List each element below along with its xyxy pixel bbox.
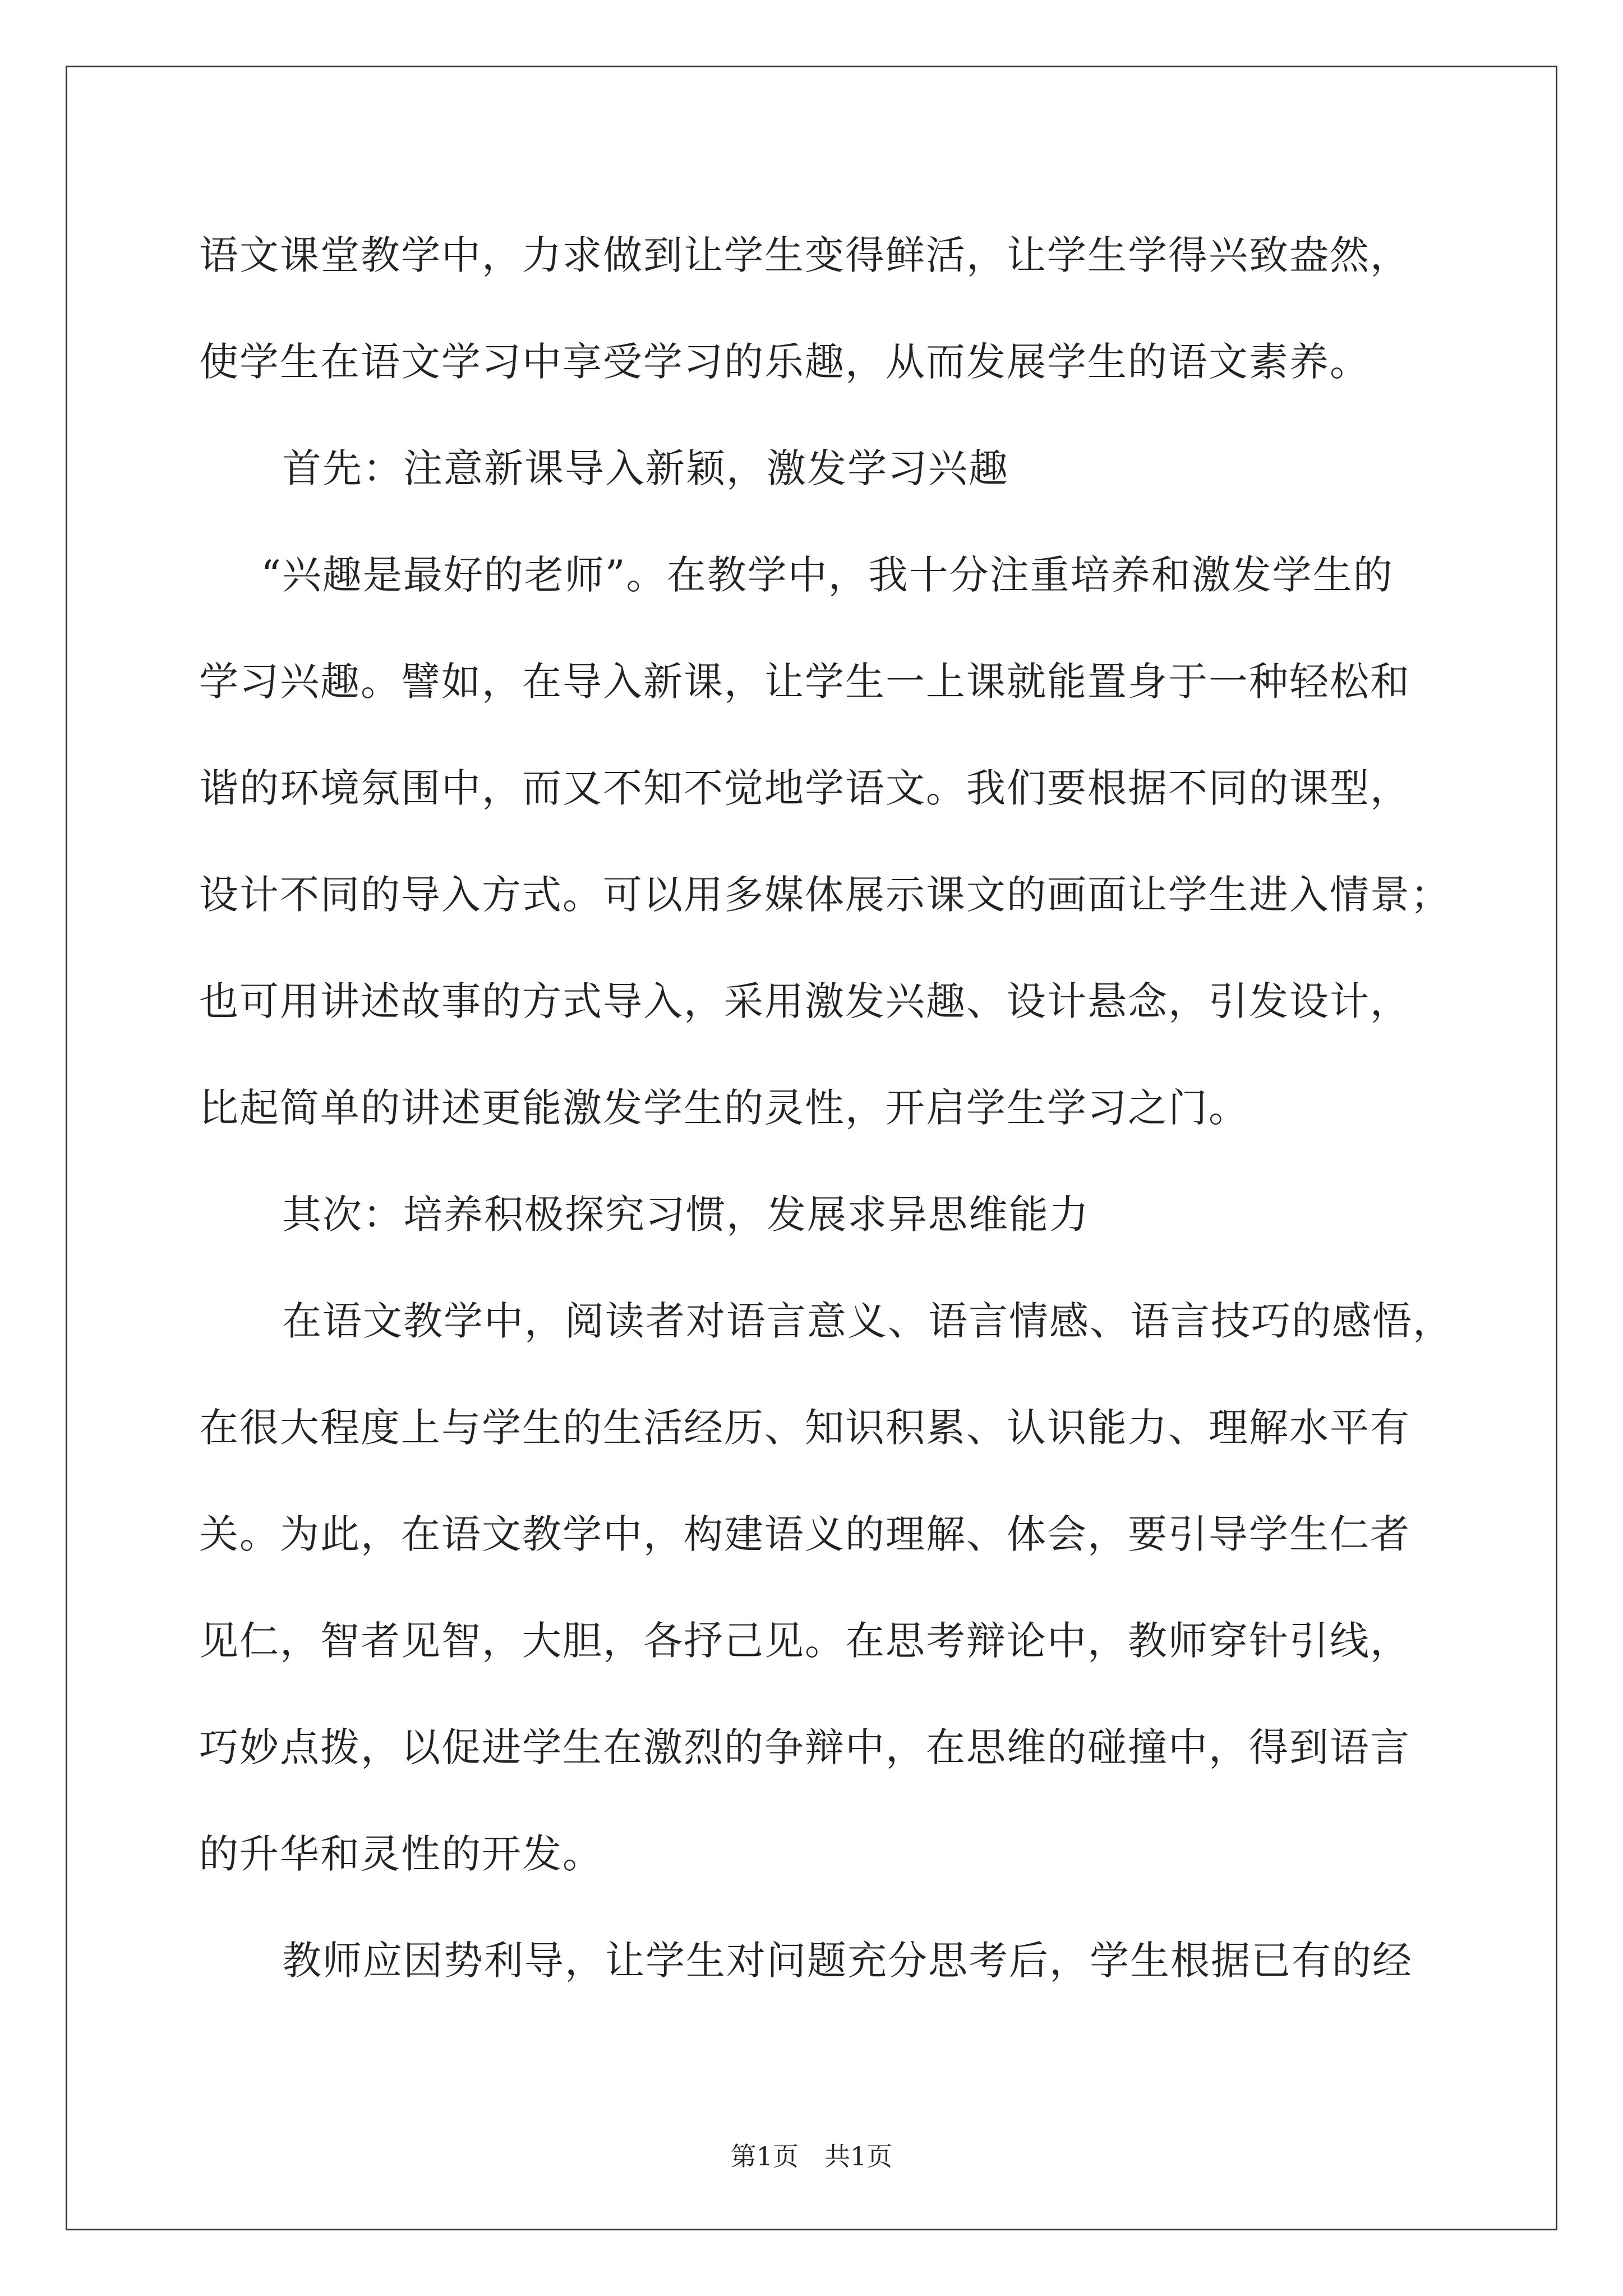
- text-line: 见仁，智者见智，大胆，各抒己见。在思考辩论中，教师穿针引线，: [199, 1618, 1410, 1664]
- section-heading-2: 其次：培养积极探究习惯，发展求异思维能力: [282, 1191, 1090, 1237]
- text-line: 的升华和灵性的开发。: [199, 1831, 603, 1877]
- text-line: 学习兴趣。譬如，在导入新课，让学生一上课就能置身于一种轻松和: [199, 659, 1410, 705]
- text-line: 使学生在语文学习中享受学习的乐趣，从而发展学生的语文素养。: [199, 339, 1370, 385]
- text-line: 巧妙点拨，以促进学生在激烈的争辩中，在思维的碰撞中，得到语言: [199, 1724, 1410, 1770]
- text-line: 教师应因势利导，让学生对问题充分思考后，学生根据已有的经: [282, 1938, 1413, 1984]
- text-line: “兴趣是最好的老师”。在教学中，我十分注重培养和激发学生的: [261, 552, 1394, 598]
- text-line: 关。为此，在语文教学中，构建语义的理解、体会，要引导学生仁者: [199, 1511, 1410, 1557]
- text-line: 语文课堂教学中，力求做到让学生变得鲜活，让学生学得兴致盎然，: [199, 232, 1410, 278]
- text-line: 比起简单的讲述更能激发学生的灵性，开启学生学习之门。: [199, 1085, 1249, 1131]
- text-line: 在语文教学中，阅读者对语言意义、语言情感、语言技巧的感悟，: [282, 1298, 1453, 1344]
- text-line: 谐的环境氛围中，而又不知不觉地学语文。我们要根据不同的课型，: [199, 765, 1410, 811]
- page-footer: 第1页 共1页: [730, 2141, 893, 2171]
- text-line: 设计不同的导入方式。可以用多媒体展示课文的画面让学生进入情景；: [199, 872, 1451, 918]
- document-body: [199, 202, 1453, 2014]
- text-line: 也可用讲述故事的方式导入，采用激发兴趣、设计悬念，引发设计，: [199, 978, 1410, 1024]
- section-heading-1: 首先：注意新课导入新颖，激发学习兴趣: [282, 445, 1009, 491]
- text-line: 在很大程度上与学生的生活经历、知识积累、认识能力、理解水平有: [199, 1405, 1410, 1451]
